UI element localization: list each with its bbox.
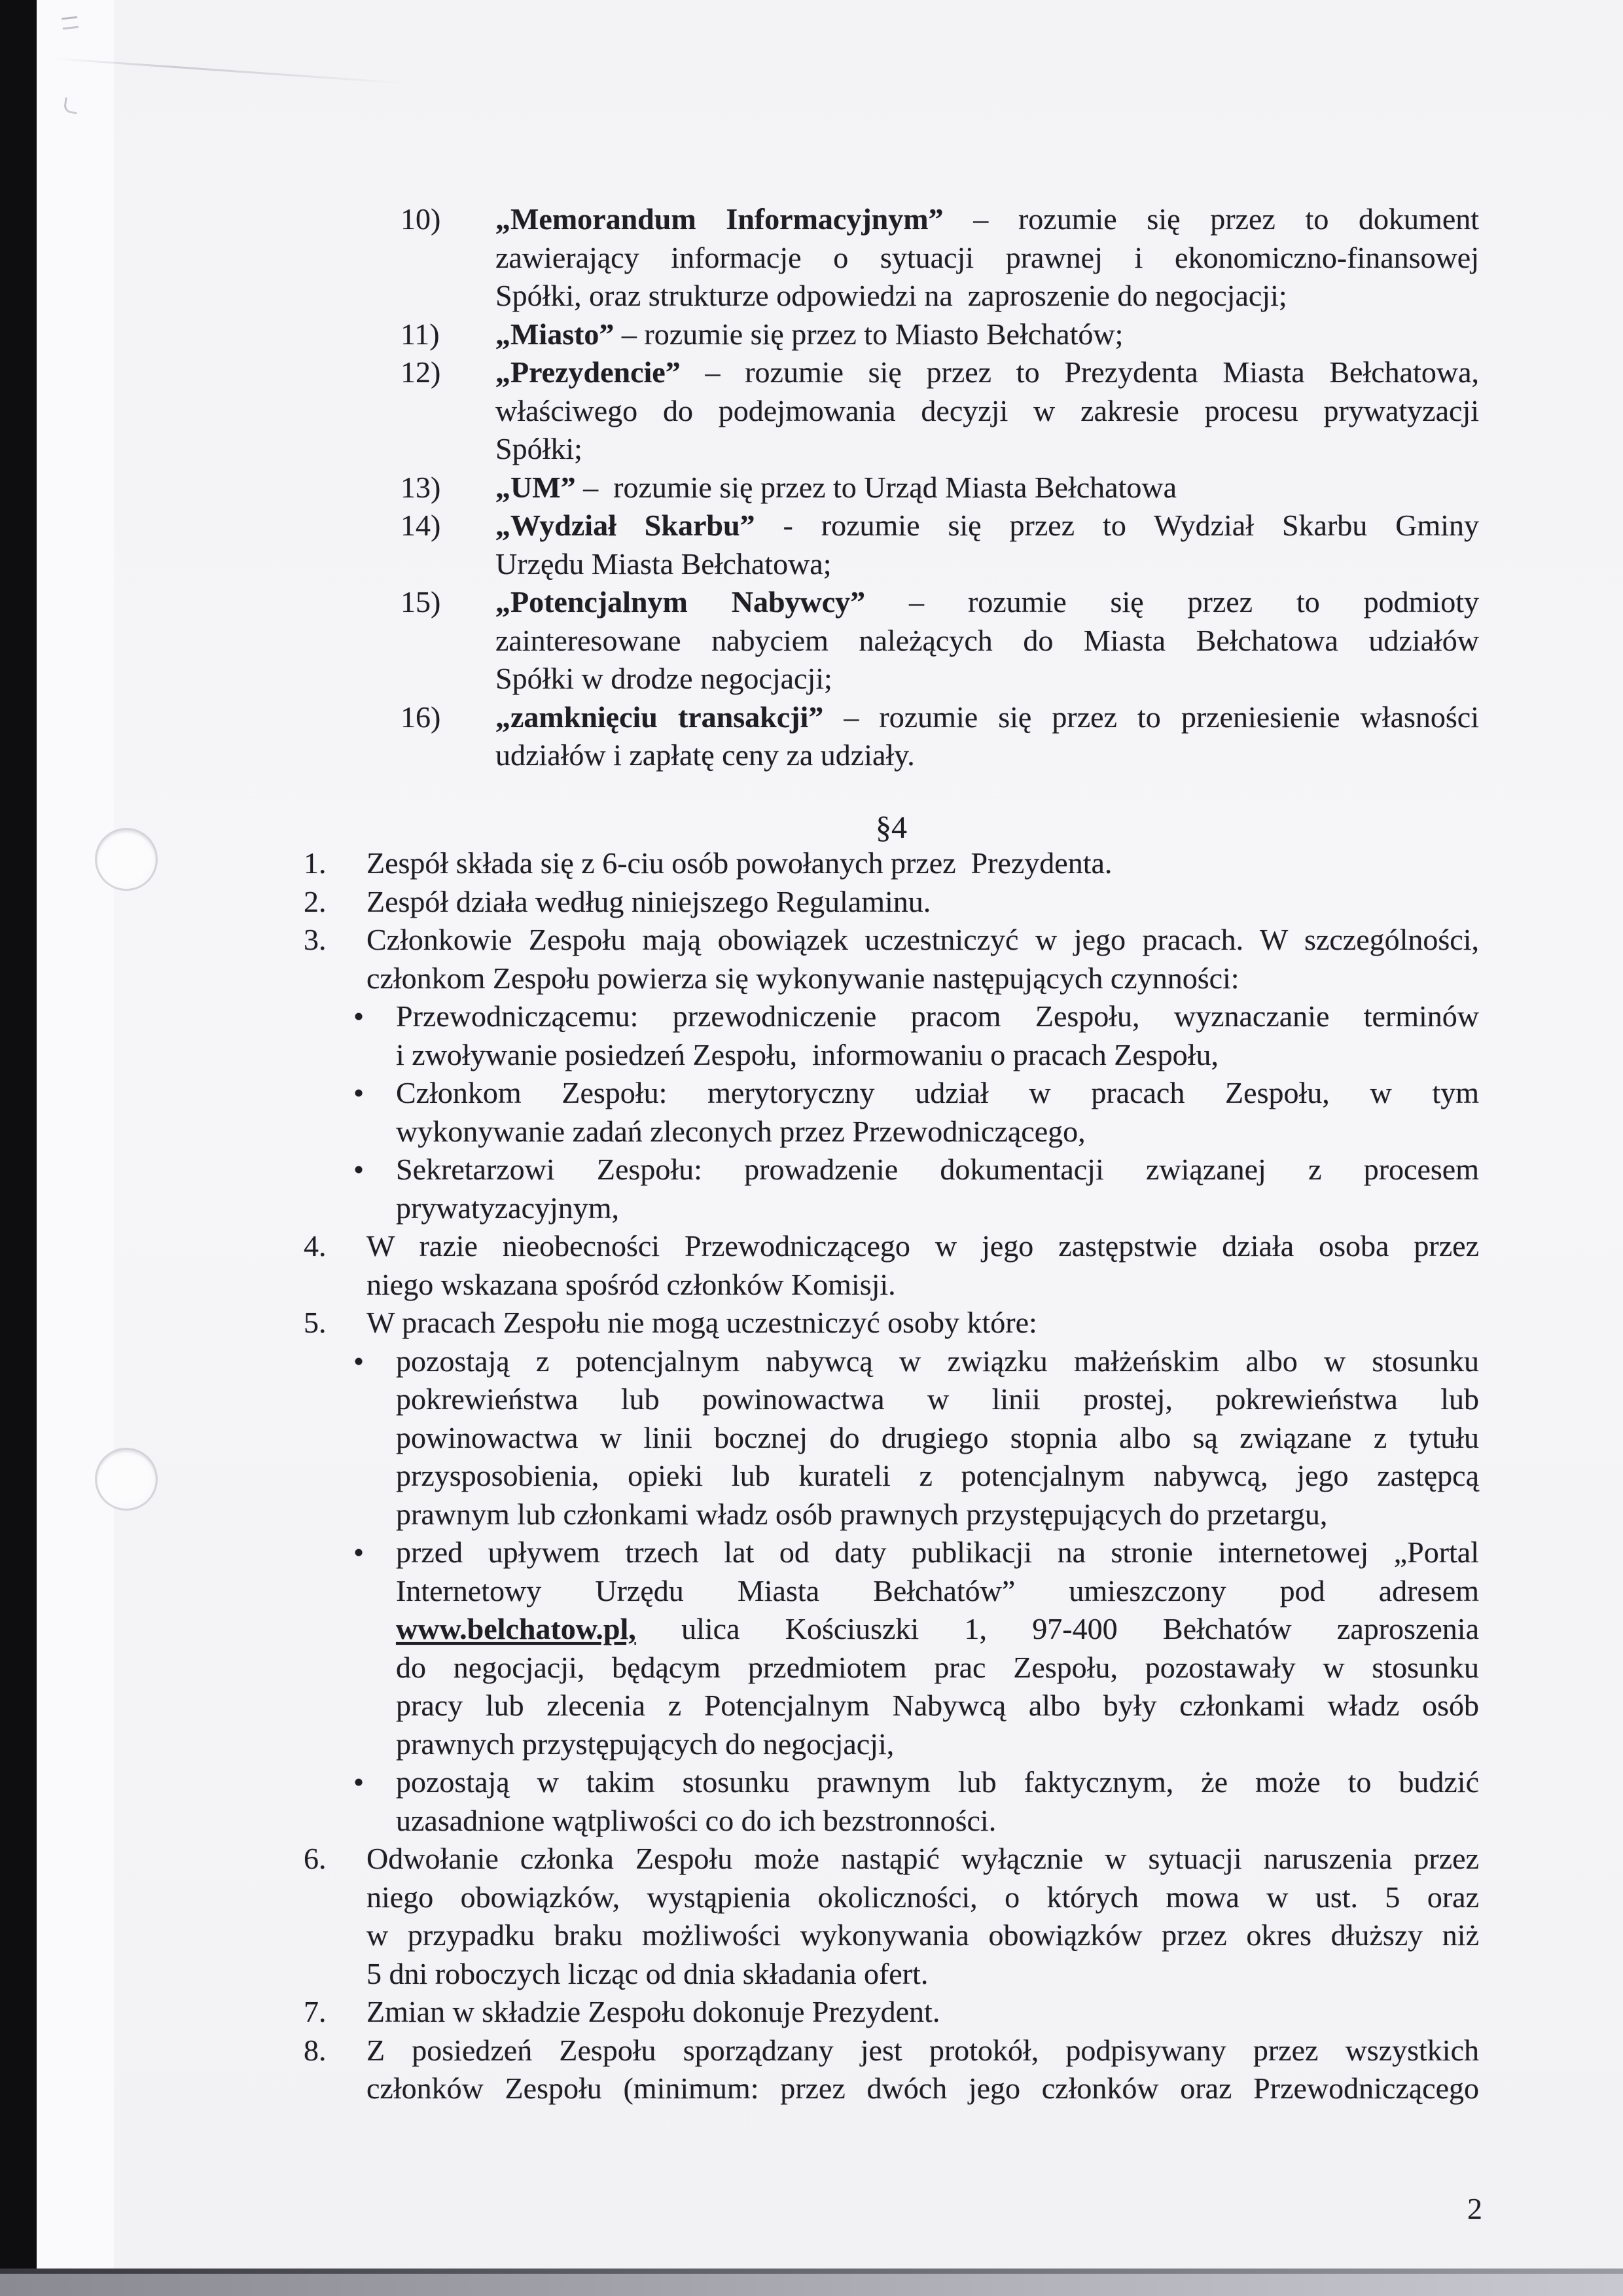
list-number: 11): [401, 317, 440, 351]
text-line: [396, 1113, 1479, 1151]
text-line: [396, 1763, 1479, 1802]
text-segment: Przewodniczącemu: przewodniczenie pracom Zespołu, wyznaczanie terminów: [396, 999, 1479, 1033]
list-number: 10): [401, 202, 441, 236]
text-segment: członków Zespołu (minimum: przez dwóch jego członków oraz Przewodniczącego: [366, 2072, 1479, 2105]
text-segment: – rozumie się przez to Prezydenta Miasta Bełchatowa,: [680, 355, 1479, 389]
text-line: [366, 2070, 1479, 2108]
text-line: [366, 960, 1479, 998]
list-number: 3.: [304, 923, 327, 956]
text-line: [396, 1725, 1479, 1764]
text-line: [366, 921, 1479, 960]
list-number: 8.: [304, 2033, 327, 2067]
text-line: [396, 1074, 1479, 1113]
text-segment: - rozumie się przez to Wydział Skarbu Gminy: [755, 509, 1479, 542]
text-line: [495, 353, 1479, 392]
text-segment: udziałów i zapłatę ceny za udziały.: [495, 738, 915, 772]
text-segment: W razie nieobecności Przewodniczącego w jego zastępstwie działa osoba przez: [366, 1229, 1479, 1263]
text-line: [366, 1304, 1479, 1342]
text-line: [495, 200, 1479, 239]
text-segment: Członkom Zespołu: merytoryczny udział w pracach Zespołu, w tym: [396, 1076, 1479, 1109]
url-text: www.belchatow.pl,: [396, 1612, 636, 1645]
list-number: 7.: [304, 1995, 327, 2028]
text-segment: Zespół składa się z 6-ciu osób powołanych przez Prezydenta.: [366, 846, 1113, 880]
text-segment: „Wydział Skarbu”: [495, 509, 755, 542]
text-segment: „Prezydencie”: [495, 355, 681, 389]
text-line: [366, 1955, 1479, 1994]
text-segment: zainteresowane nabyciem należących do Miasta Bełchatowa udziałów: [495, 623, 1479, 657]
text-segment: – rozumie się przez to Urząd Miasta Bełchatowa: [575, 470, 1177, 504]
text-line: [396, 1419, 1479, 1458]
text-line: [396, 1496, 1479, 1534]
scan-bottom-band: [0, 2274, 1623, 2296]
text-line: [396, 1687, 1479, 1725]
pencil-mark: [62, 16, 79, 29]
text-segment: Członkowie Zespołu mają obowiązek uczestniczyć w jego pracach. W szczególności,: [366, 923, 1479, 956]
list-number: 13): [401, 470, 441, 504]
text-line: [495, 392, 1479, 431]
text-line: [366, 883, 1479, 922]
text-segment: „Potencjalnym Nabywcy”: [495, 585, 866, 619]
text-segment: ulica Kościuszki 1, 97-400 Bełchatów zaproszenia: [635, 1612, 1479, 1645]
text-segment: Spółki;: [495, 432, 582, 465]
text-line: [495, 660, 1479, 698]
text-line: [396, 1802, 1479, 1840]
text-segment: pozostają w takim stosunku prawnym lub faktycznym, że może to budzić: [396, 1765, 1479, 1799]
text-segment: wykonywanie zadań zleconych przez Przewodniczącego,: [396, 1114, 1086, 1148]
text-line: [366, 1266, 1479, 1304]
text-segment: Urzędu Miasta Bełchatowa;: [495, 547, 832, 581]
text-segment: pokrewieństwa lub powinowactwa w linii prostej, pokrewieństwa lub: [396, 1382, 1479, 1416]
text-line: [495, 239, 1479, 278]
text-segment: do negocjacji, będącym przedmiotem prac Zespołu, pozostawały w stosunku: [396, 1650, 1479, 1684]
text-line: [366, 1878, 1479, 1917]
text-line: [366, 1840, 1479, 1878]
text-segment: „zamknięciu transakcji”: [495, 700, 824, 734]
text-segment: prawnych przystępujących do negocjacji,: [396, 1727, 895, 1761]
text-line: [396, 1151, 1479, 1189]
text-line: [366, 2032, 1479, 2070]
text-segment: w przypadku braku możliwości wykonywania obowiązków przez okres dłuższy niż: [366, 1918, 1479, 1952]
list-number: 6.: [304, 1842, 327, 1875]
text-line: [495, 469, 1479, 507]
text-segment: niego wskazana spośród członków Komisji.: [366, 1267, 896, 1301]
bullet-icon: •: [353, 1076, 365, 1109]
page-number: 2: [1467, 2192, 1482, 2225]
text-segment: Zmian w składzie Zespołu dokonuje Prezydent.: [366, 1995, 940, 2028]
list-number: 2.: [304, 884, 327, 918]
bullet-icon: •: [353, 1153, 365, 1186]
list-number: 5.: [304, 1306, 327, 1339]
list-number: 4.: [304, 1229, 327, 1263]
list-number: 15): [401, 585, 441, 619]
bullet-icon: •: [353, 1344, 365, 1378]
text-line: [495, 277, 1479, 315]
list-number: 16): [401, 700, 441, 734]
text-line: [396, 1610, 1479, 1649]
text-line: [396, 1457, 1479, 1496]
text-line: [495, 430, 1479, 469]
text-segment: zawierający informacje o sytuacji prawnej i ekonomiczno-finansowej: [495, 240, 1479, 274]
text-line: [495, 736, 1479, 775]
text-segment: właściwego do podejmowania decyzji w zakresie procesu prywatyzacji: [495, 393, 1479, 427]
text-segment: „Memorandum Informacyjnym”: [495, 202, 944, 236]
text-line: [396, 997, 1479, 1036]
text-segment: przysposobienia, opieki lub kurateli z potencjalnym nabywcą, jego zastępcą: [396, 1459, 1479, 1492]
section-header: §4: [876, 810, 907, 845]
text-line: [495, 622, 1479, 660]
text-segment: przed upływem trzech lat od daty publikacji na stronie internetowej „Portal: [396, 1535, 1479, 1569]
bullet-icon: •: [353, 999, 365, 1033]
punch-hole-mark: [95, 828, 158, 891]
bullet-icon: •: [353, 1535, 365, 1569]
bullet-icon: •: [353, 1765, 365, 1799]
text-segment: W pracach Zespołu nie mogą uczestniczyć osoby które:: [366, 1306, 1037, 1339]
text-segment: „Miasto”: [495, 317, 615, 351]
text-line: [495, 545, 1479, 584]
text-segment: 5 dni roboczych licząc od dnia składania ofert.: [366, 1956, 929, 1990]
text-line: [495, 507, 1479, 545]
text-line: [366, 1916, 1479, 1955]
text-line: [366, 1993, 1479, 2032]
text-segment: – rozumie się przez to podmioty: [865, 585, 1479, 619]
text-segment: pracy lub zlecenia z Potencjalnym Nabywcą albo były członkami władz osób: [396, 1689, 1479, 1722]
text-line: [366, 1227, 1479, 1266]
scan-margin-artifact: [37, 0, 114, 2296]
text-segment: – rozumie się przez to przeniesienie własności: [823, 700, 1479, 734]
punch-hole-mark: [95, 1448, 158, 1511]
text-segment: członkom Zespołu powierza się wykonywanie następujących czynności:: [366, 961, 1240, 995]
text-line: [396, 1534, 1479, 1572]
text-line: [396, 1189, 1479, 1228]
text-line: [396, 1036, 1479, 1075]
text-line: [495, 698, 1479, 737]
text-segment: i zwoływanie posiedzeń Zespołu, informowaniu o pracach Zespołu,: [396, 1037, 1219, 1071]
list-number: 1.: [304, 846, 327, 880]
text-line: [396, 1572, 1479, 1611]
scan-bottom-edge: [0, 2269, 1623, 2274]
list-number: 14): [401, 509, 441, 542]
text-segment: pozostają z potencjalnym nabywcą w związku małżeńskim albo w stosunku: [396, 1344, 1479, 1378]
list-number: 12): [401, 355, 441, 389]
text-segment: Internetowy Urzędu Miasta Bełchatów” umieszczony pod adresem: [396, 1573, 1479, 1607]
text-line: [495, 583, 1479, 622]
text-segment: – rozumie się przez to dokument: [943, 202, 1480, 236]
scanner-edge-artifact: [0, 0, 37, 2296]
text-line: [366, 844, 1479, 883]
text-segment: niego obowiązków, wystąpienia okoliczności, o których mowa w ust. 5 oraz: [366, 1880, 1479, 1914]
text-segment: prawnym lub członkami władz osób prawnych przystępujących do przetargu,: [396, 1497, 1328, 1531]
text-segment: Sekretarzowi Zespołu: prowadzenie dokumentacji związanej z procesem: [396, 1153, 1479, 1186]
text-segment: uzasadnione wątpliwości co do ich bezstronności.: [396, 1803, 997, 1837]
text-segment: powinowactwa w linii bocznej do drugiego stopnia albo są związane z tytułu: [396, 1420, 1479, 1454]
text-segment: – rozumie się przez to Miasto Bełchatów;: [614, 317, 1124, 351]
text-segment: Zespół działa według niniejszego Regulaminu.: [366, 884, 931, 918]
text-segment: Spółki w drodze negocjacji;: [495, 662, 832, 695]
text-segment: Odwołanie członka Zespołu może nastąpić wyłącznie w sytuacji naruszenia przez: [366, 1842, 1479, 1875]
text-segment: Spółki, oraz strukturze odpowiedzi na zaproszenie do negocjacji;: [495, 279, 1287, 312]
text-line: [396, 1380, 1479, 1419]
text-segment: Z posiedzeń Zespołu sporządzany jest protokół, podpisywany przez wszystkich: [366, 2033, 1479, 2067]
text-segment: prywatyzacyjnym,: [396, 1191, 620, 1225]
text-line: [495, 315, 1479, 354]
text-segment: „UM”: [495, 470, 576, 504]
text-line: [396, 1342, 1479, 1381]
text-line: [396, 1649, 1479, 1687]
